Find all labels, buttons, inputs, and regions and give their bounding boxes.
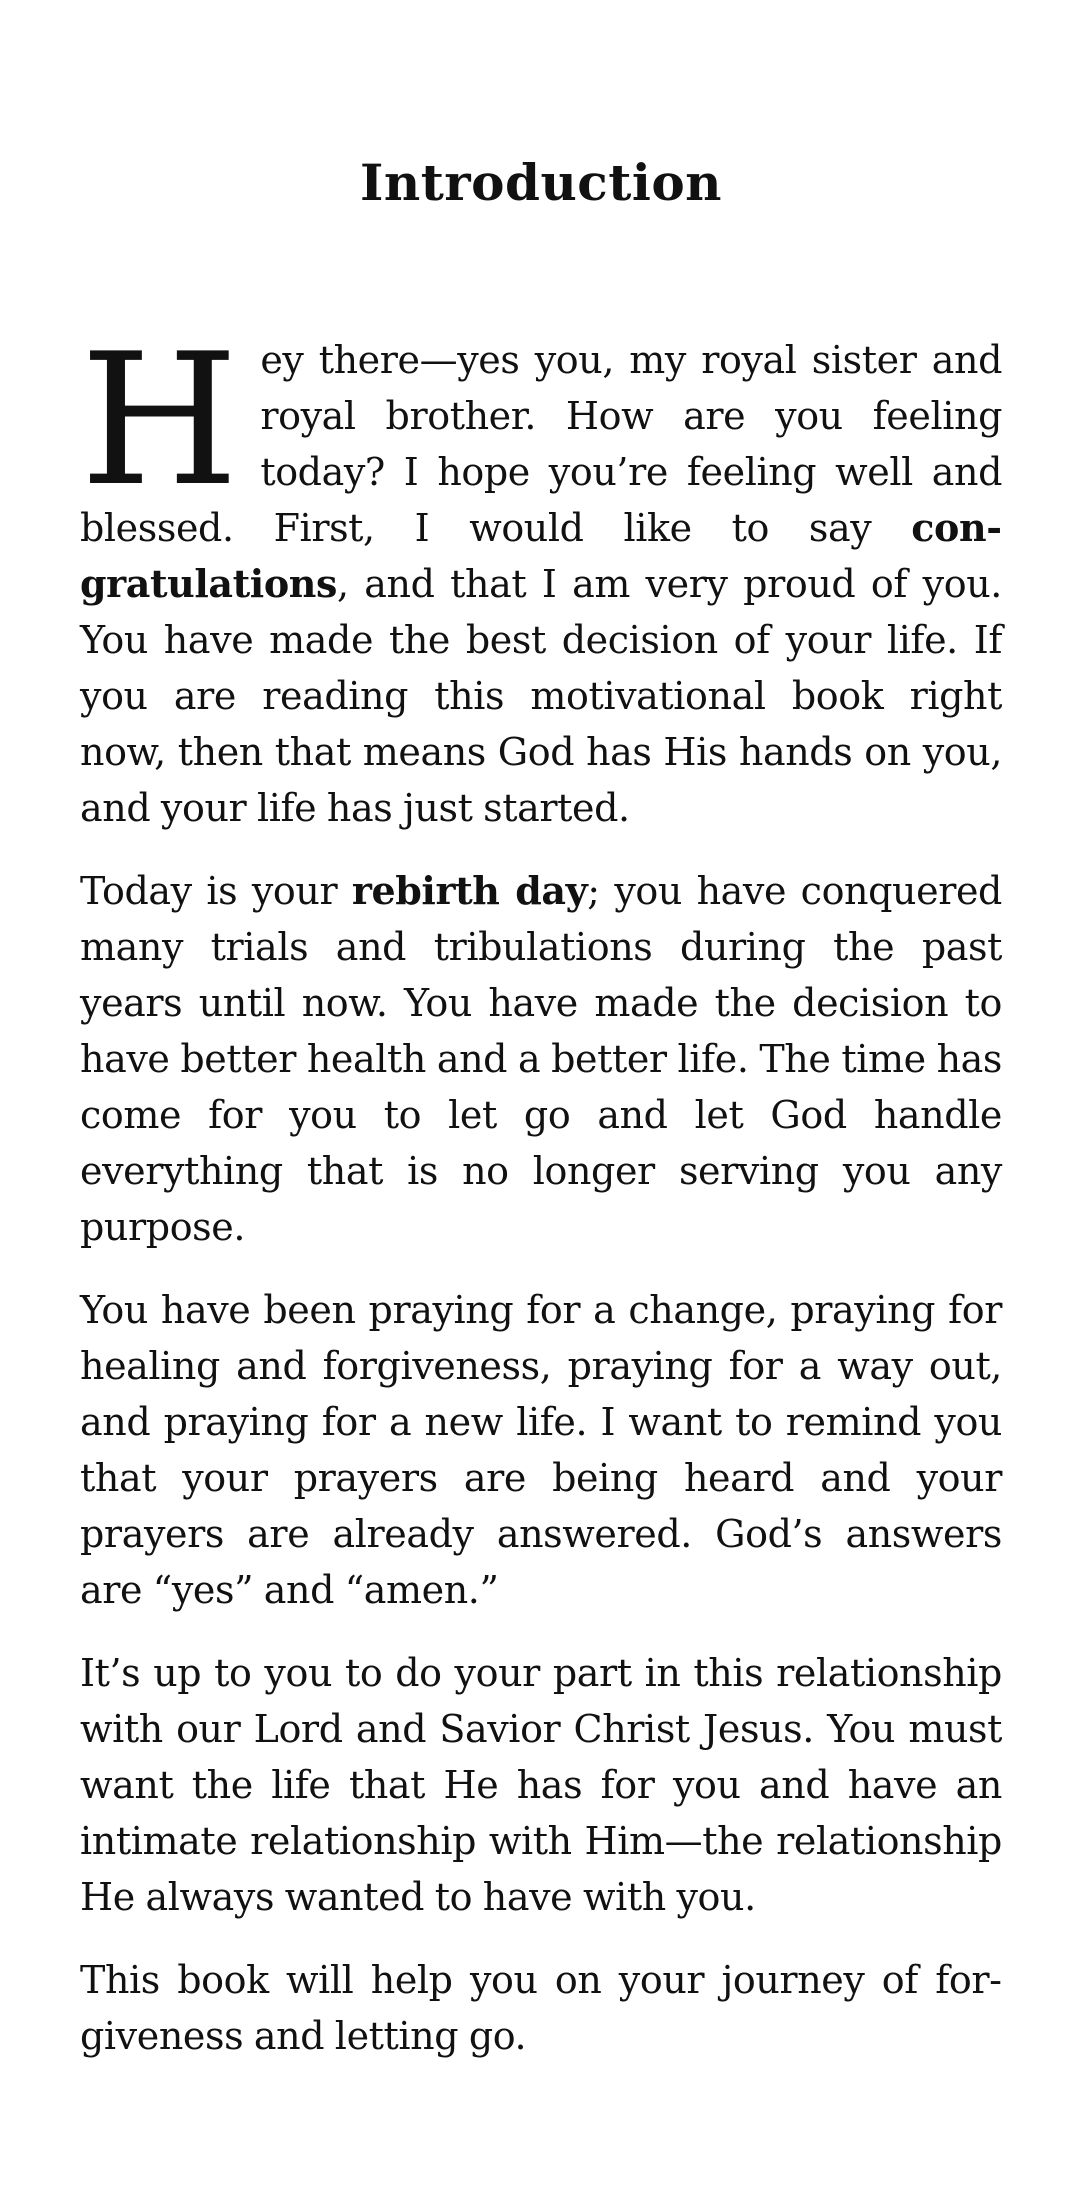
paragraph-1-bold-congratulations: congratulations (80, 505, 1002, 606)
paragraph-4: It’s up to you to do your part in this relationship with our Lord and Savior Christ Jesus. You must want the life that He has for you and have an intimate relationship with Him—the relationship He always wanted to have with you. (80, 1651, 1002, 1919)
paragraph-1-text-a: ey there—yes you, my royal sister and royal brother. How are you feeling today? I hope you’re feeling well and blessed. First, I would like to say (80, 338, 1002, 550)
chapter-body (80, 314, 1002, 2064)
chapter-title: Introduction (359, 153, 723, 212)
paragraph-2 (80, 863, 1002, 1255)
drop-cap: H (80, 314, 239, 526)
paragraph-2-bold-rebirth-day: rebirth day (351, 868, 588, 913)
paragraph-2-text-a: Today is your (80, 869, 352, 913)
paragraph-3: You have been praying for a change, praying for healing and forgiveness, praying for a way out, and praying for a new life. I want to remind you that your prayers are being heard and your prayers are already answered. God’s answers are “yes” and “amen.” (80, 1288, 1002, 1612)
book-page (80, 0, 1002, 2091)
paragraph-1-text-b: , and that I am very proud of you. You have made the best decision of your life. If you are reading this motivational book right now, then that means God has His hands on you, and your life has just started. (80, 562, 1002, 830)
paragraph-2-text-b: ; you have conquered many trials and tribulations during the past years until now. You have made the decision to have better health and a better life. The time has come for you to let go and let God handle everything that is no longer serving you any purpose. (80, 869, 1002, 1249)
paragraph-1 (80, 314, 1002, 836)
paragraph-5: This book will help you on your journey of forgiveness and letting go. (80, 1958, 1002, 2058)
